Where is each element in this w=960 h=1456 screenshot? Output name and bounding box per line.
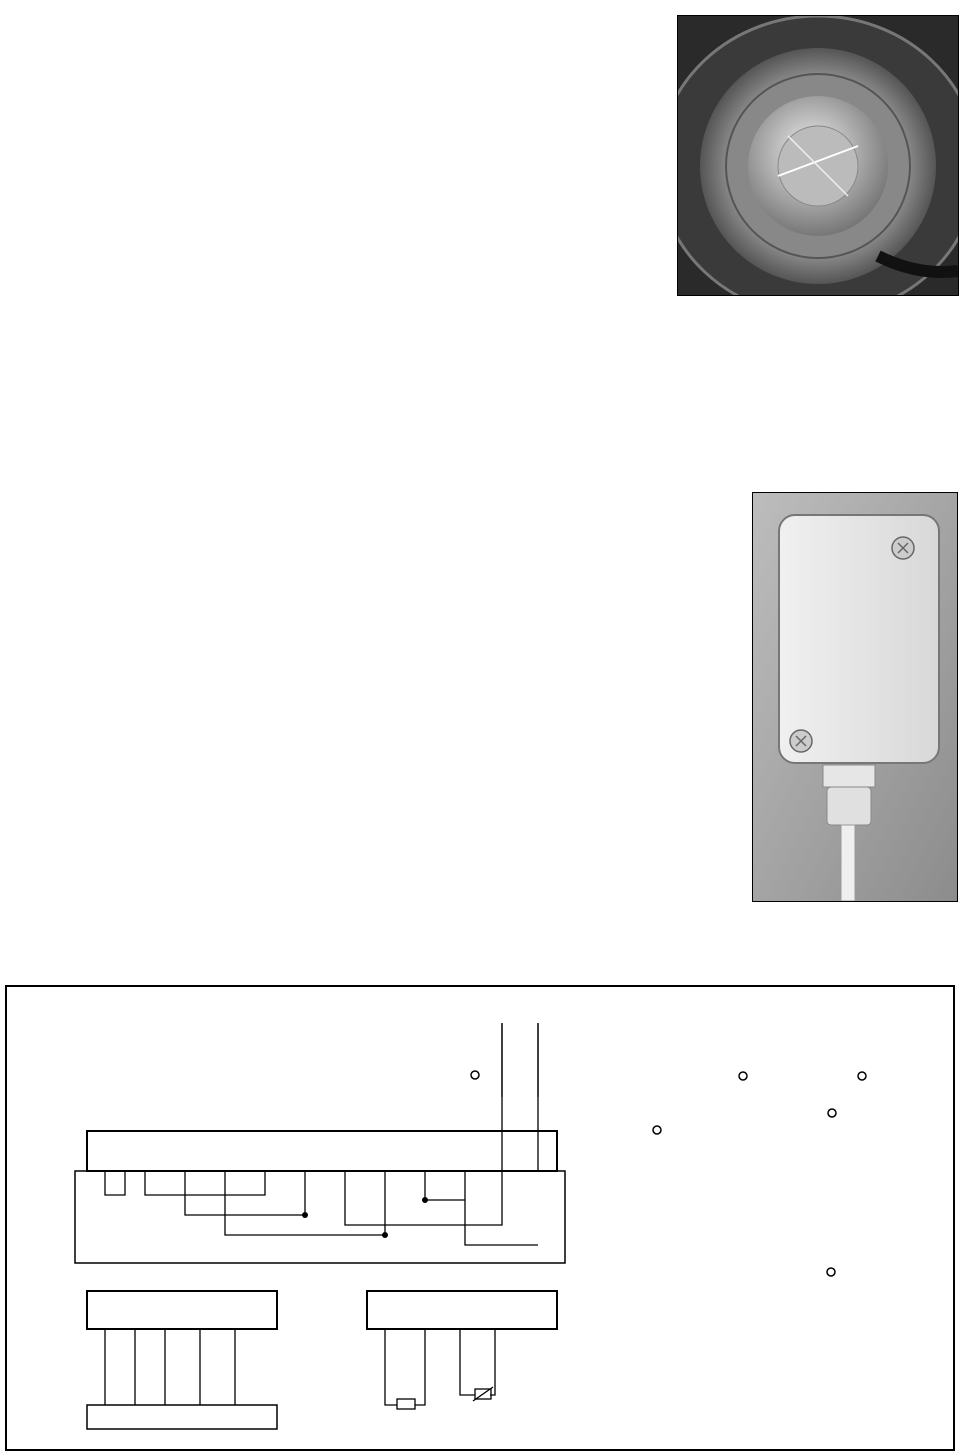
sg-sensor-photo xyxy=(677,15,959,296)
junction-dot xyxy=(302,1212,308,1218)
junction-dot xyxy=(382,1232,388,1238)
diagram-frame xyxy=(6,986,954,1450)
junction-dot xyxy=(422,1197,428,1203)
wiring-diagram xyxy=(5,985,956,1451)
wiring-diagram-svg xyxy=(5,985,956,1451)
ts-sensor-photo xyxy=(752,492,958,902)
